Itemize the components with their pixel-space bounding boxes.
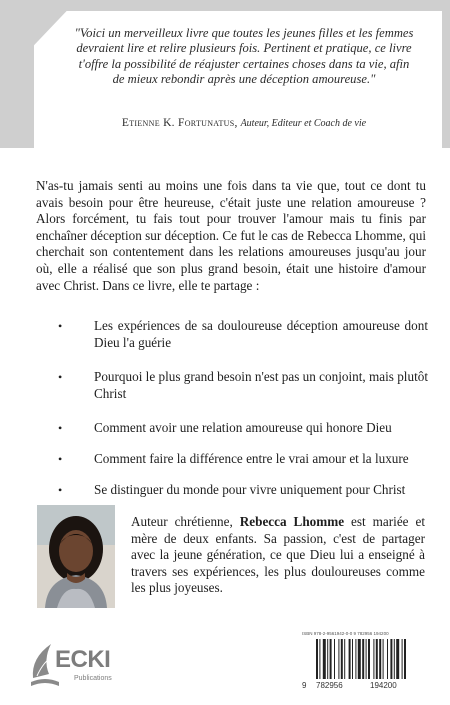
bio-prefix: Auteur chrétienne, [131,514,240,529]
barcode-digits-group-1: 782956 [316,681,343,690]
list-item [58,451,428,468]
list-item-text: Comment avoir une relation amoureuse qui honore Dieu [94,420,392,436]
list-item [58,482,428,499]
barcode-bars-icon [304,639,423,681]
list-item-text: Comment faire la différence entre le vrai amour et la luxure [94,450,409,466]
bullet-icon: • [58,370,63,385]
list-item [58,420,428,437]
publisher-tagline: Publications [74,675,112,682]
author-bio [131,514,425,597]
barcode-digits-group-2: 194200 [370,681,397,690]
endorser-role: Auteur, Editeur et Coach de vie [240,118,367,129]
barcode-digit-first: 9 [302,681,307,690]
list-item [58,369,428,402]
bullet-icon: • [58,319,63,333]
bullet-icon: • [58,482,63,497]
endorsement-quote: "Voici un merveilleux livre que toutes les jeunes filles et les femmes devraient lire et relire plusieurs fois. Pertinent et pratique, ce livre t'offre la possibilité de réajuster certaines choses dans ta vie, afin de mieux rebondir après une déception amoureuse." [74,26,414,87]
barcode [302,631,425,693]
isbn-text: ISBN 978-2-9561942-0-0 9 782956 194200 [302,631,389,636]
topic-list [58,318,428,512]
bullet-icon: • [58,451,63,466]
bio-rest: est mariée et mère de deux enfants. Sa passion, c'est de partager avec la jeune génération, ce que Dieu lui a enseigné à travers ses expériences, les plus douloureuses comme les plus joyeuses. [131,514,425,596]
publisher-name: ECKI [55,646,111,673]
bio-author-name: Rebecca Lhomme [239,514,345,529]
bullet-icon: • [58,421,63,436]
publisher-logo [29,638,113,696]
back-cover-blurb: N'as-tu jamais senti au moins une fois dans ta vie que, tout ce dont tu avais besoin pour être heureuse, c'était juste une relation amoureuse ? Alors forcément, tu fais tout pour trouver l'amour mais tu finis par enchaîner déception sur déception. Ce fut le cas de Rebecca Lhomme, qui cherchait son contentement dans les relations amoureuses jusqu'au jour où, elle a réalisé que son plus grand besoin, était une histoire d'amour avec Christ. Dans ce livre, elle te partage : [36,178,426,293]
list-item-text: Les expériences de sa douloureuse déception amoureuse dont Dieu l'a guérie [94,318,428,350]
list-item-text: Pourquoi le plus grand besoin n'est pas un conjoint, mais plutôt Christ [94,369,428,401]
list-item [58,318,428,351]
endorser-name: Etienne K. Fortunatus, [121,117,238,129]
endorsement-author [72,117,416,129]
author-photo [37,505,115,608]
list-item-text: Se distinguer du monde pour vivre uniquement pour Christ [94,481,406,497]
author-portrait-icon [37,505,115,608]
